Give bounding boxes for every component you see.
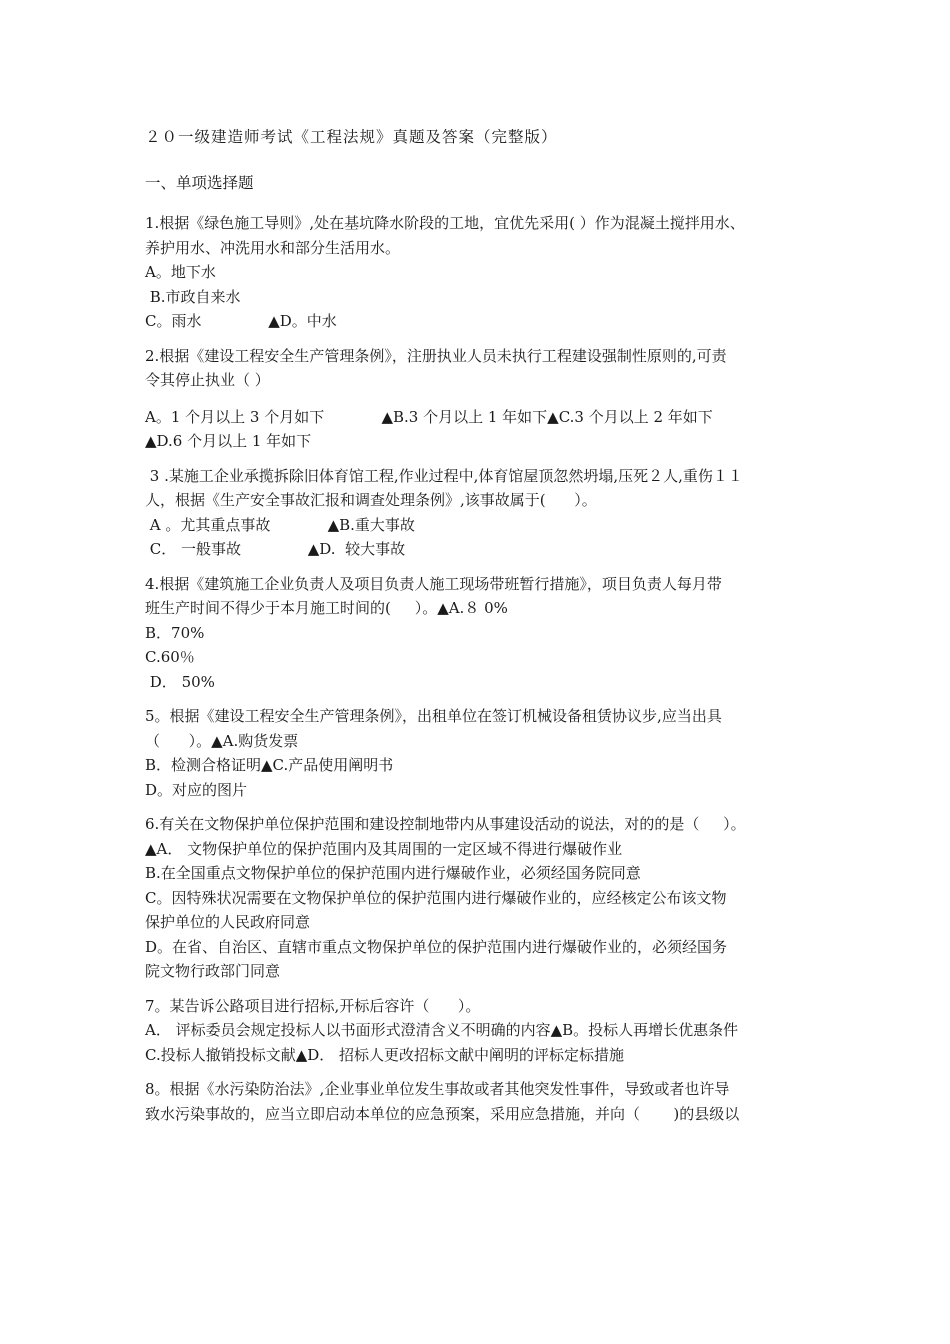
question-text-line: 养护用水、冲洗用水和部分生活用水。 [145,238,401,257]
answer-option: B.在全国重点文物保护单位的保护范围内进行爆破作业，必须经国务院同意 [145,864,641,882]
question-6 [145,812,825,984]
question-text-line: 8。根据《水污染防治法》,企业事业单位发生事故或者其他突发性事件，导致或者也许导 [145,1080,730,1098]
answer-option: A。地下水 [145,263,216,281]
question-text-line: 4.根据《建筑施工企业负责人及项目负责人施工现场带班暂行措施》，项目负责人每月带 [145,574,722,593]
question-3 [145,464,825,562]
answer-option: D． 50% [145,672,215,691]
question-5 [145,704,825,802]
question-text-line: 5。根据《建设工程安全生产管理条例》，出租单位在签订机械设备租赁协议步,应当出具 [145,707,722,725]
question-7 [145,994,825,1068]
blank-line [145,393,825,405]
question-4 [145,572,825,695]
answer-option: 院文物行政部门同意 [145,962,281,980]
answer-option: C.投标人撤销投标文献▲D． 招标人更改招标文献中阐明的评标定标措施 [145,1045,625,1064]
question-text-line: 班生产时间不得少于本月施工时间的( ）。▲A.８ 0% [145,599,508,617]
question-text-line: 6.有关在文物保护单位保护范围和建设控制地带内从事建设活动的说法，对的的是（ ）。 [145,815,746,833]
question-8 [145,1077,825,1126]
answer-option: C.60％ [145,648,195,666]
question-1 [145,211,825,334]
answer-option: C。雨水 ▲D。中水 [145,312,337,330]
question-text-line: 7。某告诉公路项目进行招标,开标后容许（ ）。 [145,996,481,1015]
answer-option: D。在省、自治区、直辖市重点文物保护单位的保护范围内进行爆破作业的，必须经国务 [145,937,728,956]
question-text-line: 3 .某施工企业承揽拆除旧体育馆工程,作业过程中,体育馆屋顶忽然坍塌,压死２人,重伤１１ [145,466,743,485]
answer-option: B.市政自来水 [145,287,241,306]
answer-option: A。1 个月以上 3 个月如下 ▲B.3 个月以上 1 年如下▲C.3 个月以上 2 年如下 [145,407,713,426]
answer-option: B．70% [145,623,205,642]
answer-option: ▲D.6 个月以上 1 年如下 [145,432,312,450]
question-text-line: 人，根据《生产安全事故汇报和调查处理条例》,该事故属于( ）。 [145,491,597,509]
answer-option: A． 评标委员会规定投标人以书面形式澄清含义不明确的内容▲B。投标人再增长优惠条件 [145,1021,739,1039]
question-text-line: 1.根据《绿色施工导则》,处在基坑降水阶段的工地，宜优先采用( ）作为混凝土搅拌用水、 [145,214,745,232]
answer-option: B．检测合格证明▲C.产品使用阐明书 [145,756,394,774]
answer-option: 保护单位的人民政府同意 [145,913,311,931]
question-text-line: （ ）。▲A.购货发票 [145,731,299,750]
question-2 [145,344,825,454]
answer-option: D。对应的图片 [145,780,248,799]
answer-option: C。因特殊状况需要在文物保护单位的保护范围内进行爆破作业的，应经核定公布该文物 [145,888,727,907]
question-text-line: 令其停止执业（ ） [145,371,270,389]
question-text-line: 致水污染事故的，应当立即启动本单位的应急预案，采用应急措施，并向（ )的县级以 [145,1104,740,1123]
answer-option: A 。尤其重点事故 ▲B.重大事故 [145,515,415,534]
document-title: ２０一级建造师考试《工程法规》真题及答案（完整版） [145,128,558,146]
question-text-line: 2.根据《建设工程安全生产管理条例》，注册执业人员未执行工程建设强制性原则的,可责 [145,346,727,365]
answer-option: ▲A． 文物保护单位的保护范围内及其周围的一定区域不得进行爆破作业 [145,839,623,858]
section-heading: 一、单项选择题 [145,174,254,192]
answer-option: C． 一般事故 ▲D. 较大事故 [145,540,406,558]
question-list [145,211,825,1136]
